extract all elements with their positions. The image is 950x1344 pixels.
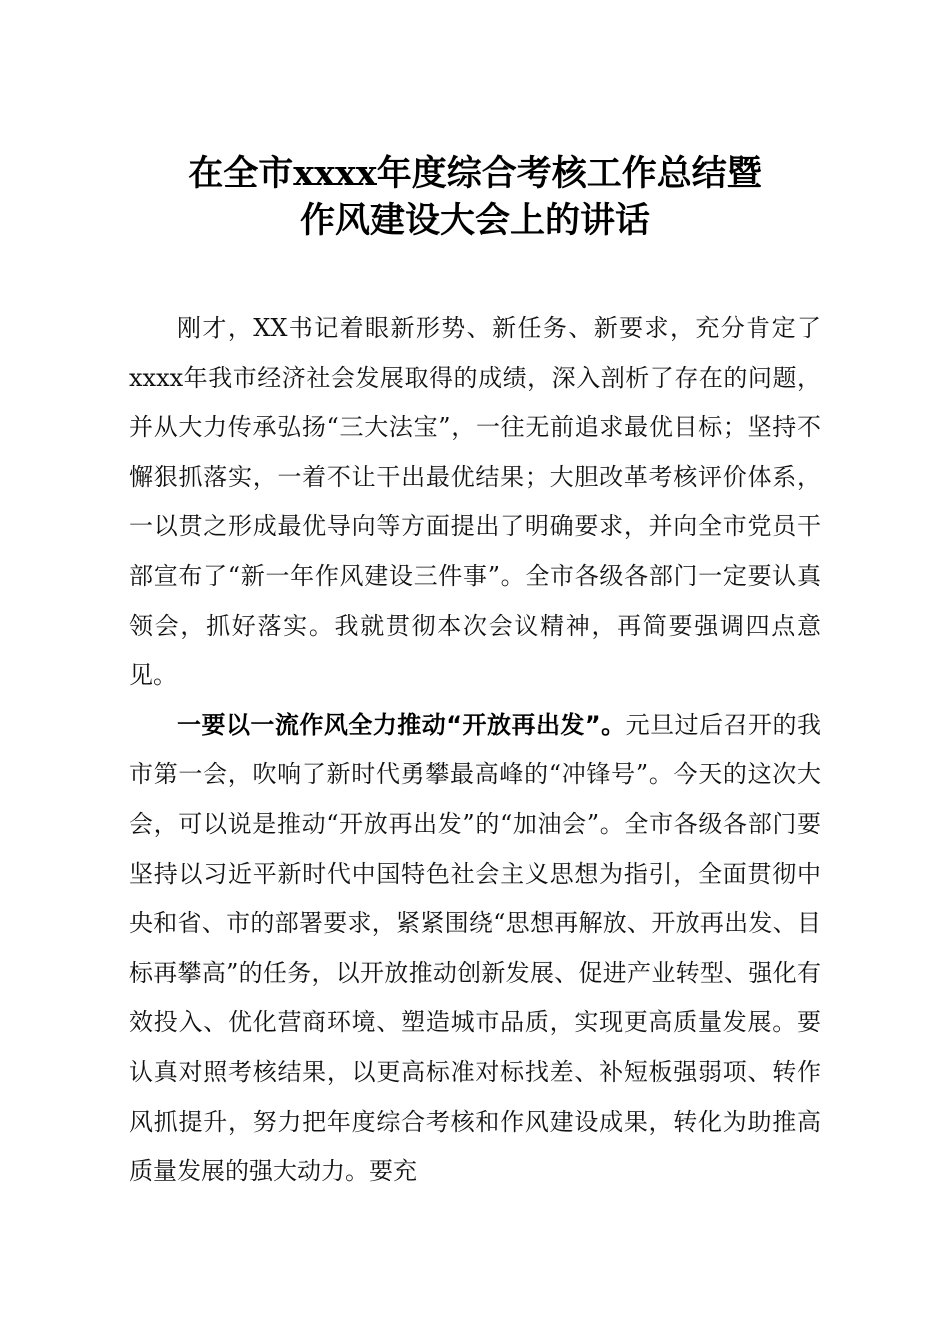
paragraph-point-one-heading: 一要以一流作风全力推动“开放再出发”。 xyxy=(177,710,626,739)
document-title-line-1: 在全市xxxx年度综合考核工作总结暨 xyxy=(188,153,762,194)
document-body xyxy=(129,304,821,1197)
paragraph-intro: 刚才，XX书记着眼新形势、新任务、新要求，充分肯定了xxxx年我市经济社会发展取得的成绩，深入剖析了存在的问题，并从大力传承弘扬“三大法宝”，一往无前追求最优目标；坚持不懈狠抓落实，一着不让干出最优结果；大胆改革考核评价体系，一以贯之形成最优导向等方面提出了明确要求，并向全市党员干部宣布了“新一年作风建设三件事”。全市各级各部门一定要认真领会，抓好落实。我就贯彻本次会议精神，再简要强调四点意见。 xyxy=(129,314,821,690)
document-title-line-2: 作风建设大会上的讲话 xyxy=(299,200,650,241)
paragraph-point-one xyxy=(129,701,821,1197)
paragraph-point-one-text: 元旦过后召开的我市第一会，吹响了新时代勇攀最高峰的“冲锋号”。今天的这次大会，可以说是推动“开放再出发”的“加油会”。全市各级各部门要坚持以习近平新时代中国特色社会主义思想为指引，全面贯彻中央和省、市的部署要求，紧紧围绕“思想再解放、开放再出发、目标再攀高”的任务，以开放推动创新发展、促进产业转型、强化有效投入、优化营商环境、塑造城市品质，实现更高质量发展。要认真对照考核结果，以更高标准对标找差、补短板强弱项、转作风抓提升，努力把年度综合考核和作风建设成果，转化为助推高质量发展的强大动力。要充 xyxy=(129,710,822,1186)
